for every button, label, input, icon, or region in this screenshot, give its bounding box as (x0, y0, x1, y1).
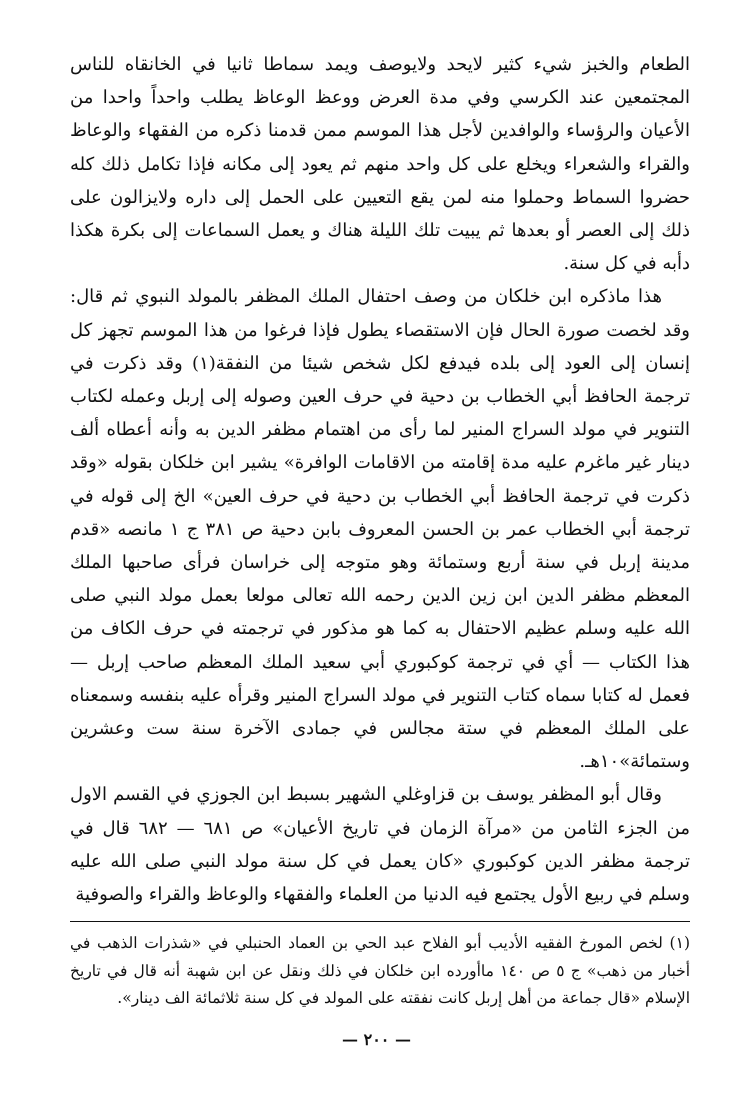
paragraph-3: وقال أبو المظفر يوسف بن قزاوغلي الشهير بسبط ابن الجوزي في القسم الاول من الجزء الثامن من «مرآة الزمان في تاريخ الأعيان» ص ٦٨١ — ٦٨٢ قال في ترجمة مظفر الدين كوكبوري «كان يعمل في كل سنة مولد النبي صلى الله عليه وسلم في ربيع الأول يجتمع فيه الدنيا من العلماء والفقهاء والوعاظ والقراء والصوفية (70, 784, 690, 906)
paragraph-1: الطعام والخبز شيء كثير لايحد ولايوصف ويمد سماطا ثانيا في الخانقاه للناس المجتمعين عند الكرسي وفي مدة العرض ووعظ الوعاظ يطلب واحداً واحدا من الأعيان والرؤساء والوافدين لأجل هذا الموسم ممن قدمنا ذكره من الفقهاء والوعاظ والقراء والشعراء ويخلع على كل واحد منهم ثم يعود إلى مكانه فإذا تكامل ذلك كله حضروا السماط وحملوا منه لمن يقع التعيين على الحمل إلى داره ولايزالون على ذلك إلى العصر أو بعدها ثم يبيت تلك الليلة هناك و يعمل السماعات إلى بكرة هكذا دأبه في كل سنة. (70, 54, 690, 275)
page-number: — ٢٠٠ — (342, 1030, 411, 1049)
paragraph-2: هذا ماذكره ابن خلكان من وصف احتفال الملك المظفر بالمولد النبوي ثم قال: وقد لخصت صورة الحال فإن الاستقصاء يطول فإذا فرغوا من هذا الموسم تجهز كل إنسان إلى العود إلى بلده فيدفع لكل شخص شيئا من النفقة(١) وقد ذكرت في ترجمة الحافظ أبي الخطاب بن دحية في حرف العين وصوله إلى إربل وعمله لكتاب التنوير في مولد السراج المنير لما رأى من اهتمام مظفر الدين به وأنه أعطاه ألف دينار غير ماغرم عليه مدة إقامته من الاقامات الوافرة» يشير ابن خلكان بقوله «وقد ذكرت في ترجمة الحافظ أبي الخطاب بن دحية في حرف العين» الخ إلى قوله في ترجمة أبي الخطاب عمر بن الحسن المعروف بابن دحية ص ٣٨١ ج ١ مانصه «قدم مدينة إربل في سنة أربع وستمائة وهو متوجه إلى خراسان فرأى صاحبها الملك المعظم مظفر الدين ابن زين الدين رحمه الله تعالى مولعا بعمل مولد النبي صلى الله عليه وسلم عظيم الاحتفال به كما هو مذكور في ترجمته في حرف الكاف من هذا الكتاب — أي في ترجمة كوكبوري أبي سعيد الملك المعظم صاحب إربل — فعمل له كتابا سماه كتاب التنوير في مولد السراج المنير وقرأه عليه بنفسه وسمعناه على الملك المعظم في ستة مجالس في جمادى الآخرة سنة ست وعشرين وستمائة»١٠هـ. (70, 286, 690, 773)
footnote: (١) لخص المورخ الفقيه الأديب أبو الفلاح عبد الحي بن العماد الحنبلي في «شذرات الذهب في أخبار من ذهب» ج ٥ ص ١٤٠ ماأورده ابن خلكان في ذلك ونقل عن ابن شهبة أنه قال في تاريخ الإسلام «قال جماعة من أهل إربل كانت نفقته على المولد في كل سنة ثلاثمائة الف دينار». (70, 934, 691, 1008)
footnote-divider (70, 921, 690, 922)
document-page (70, 48, 690, 1058)
main-text (70, 48, 690, 911)
